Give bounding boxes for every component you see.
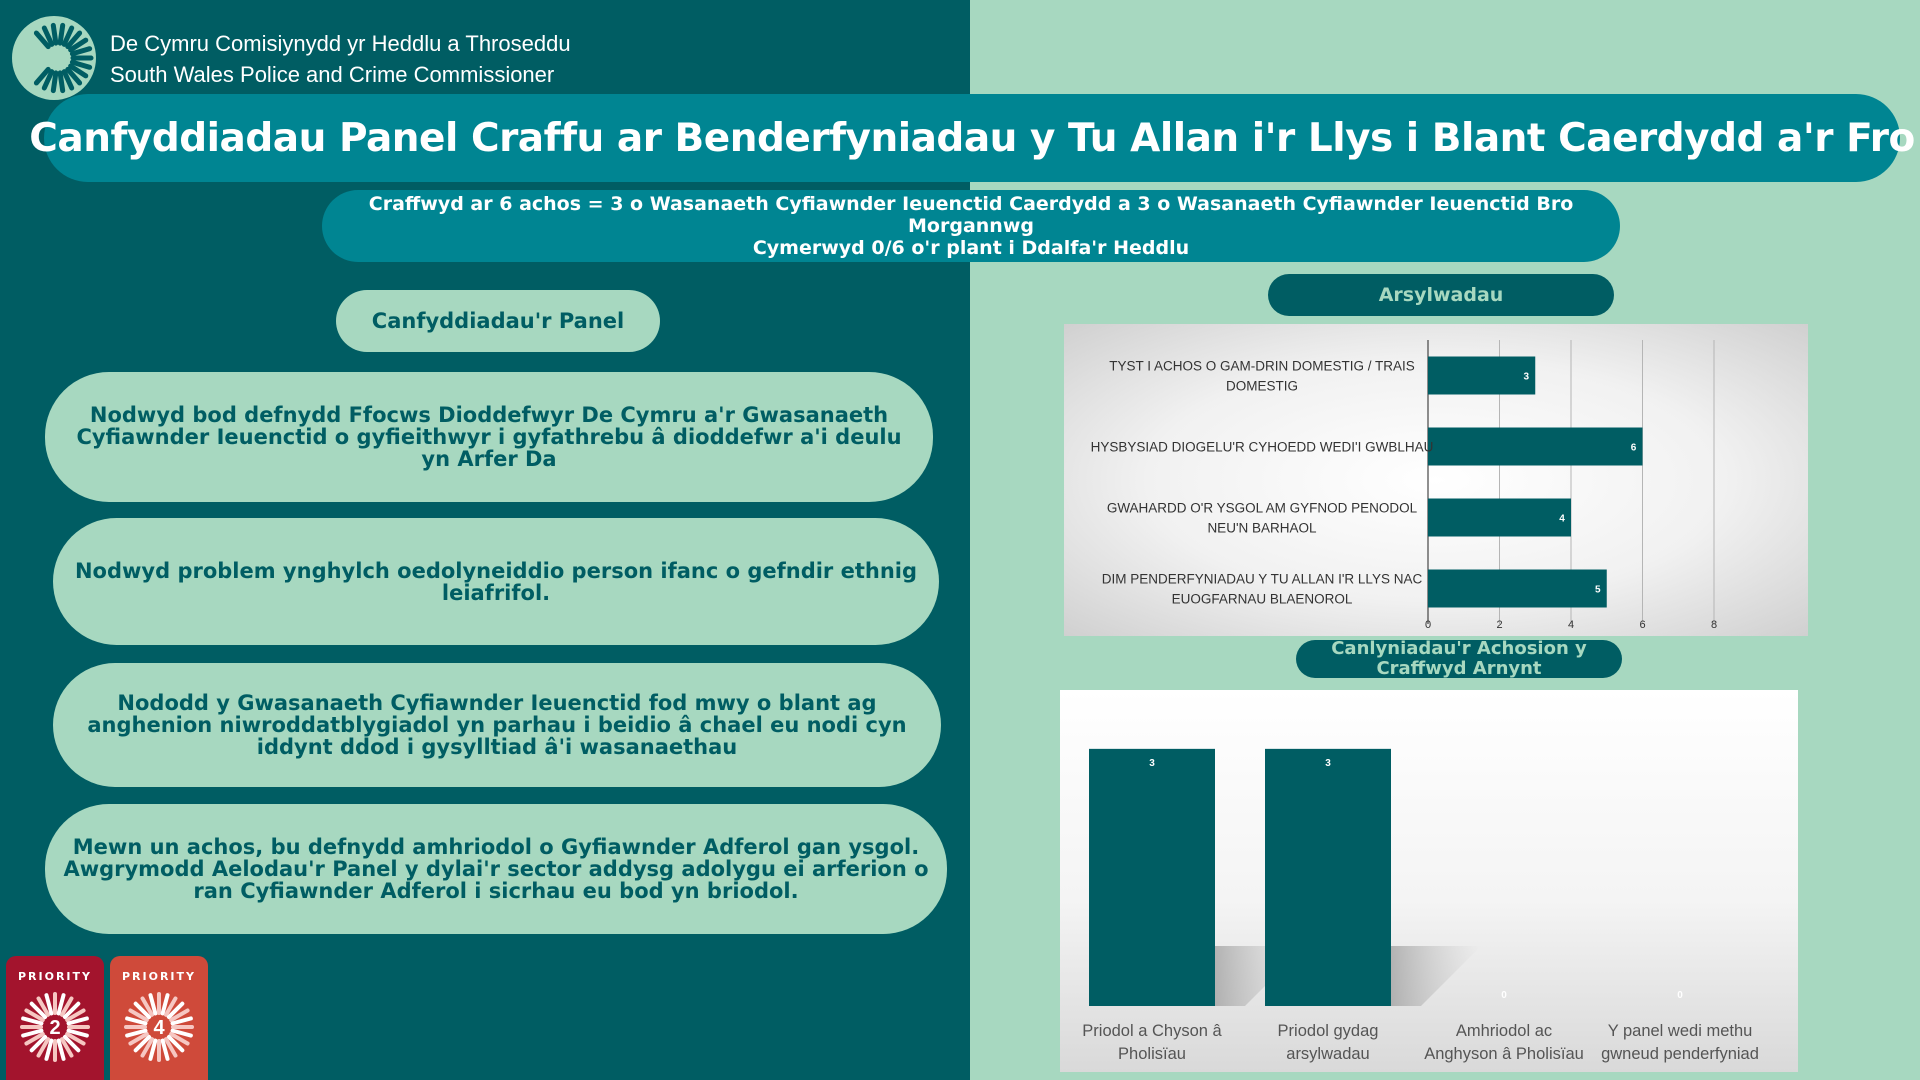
finding-card-3: Nododd y Gwasanaeth Cyfiawnder Ieuenctid fod mwy o blant ag anghenion niwroddatblygiadol yn parhau i beidio â chael eu nodi cyn iddynt ddod i gysylltiad â'i wasanaethau xyxy=(53,663,941,787)
priority-badge-label: PRIORITY xyxy=(121,970,196,983)
category-label: Amhriodol ac xyxy=(1455,1022,1553,1040)
summary-line-custody: Cymerwyd 0/6 o'r plant i Ddalfa'r Heddlu xyxy=(752,237,1190,259)
organisation-name xyxy=(110,28,571,90)
priority-badge-4 xyxy=(110,956,208,1080)
category-label: DIM PENDERFYNIADAU Y TU ALLAN I'R LLYS NAC xyxy=(1101,571,1423,587)
results-bar-chart xyxy=(1060,690,1798,1072)
bar-value-label: 6 xyxy=(1630,442,1637,454)
x-tick-label: 4 xyxy=(1567,619,1575,631)
findings-heading: Canfyddiadau'r Panel xyxy=(336,290,660,352)
category-label: Anghyson â Pholisïau xyxy=(1424,1045,1584,1063)
category-label: GWAHARDD O'R YSGOL AM GYFNOD PENODOL xyxy=(1106,500,1418,516)
bar-value-label: 4 xyxy=(1559,513,1565,525)
observations-heading: Arsylwadau xyxy=(1268,274,1614,316)
x-tick-label: 6 xyxy=(1639,619,1646,631)
category-label: TYST I ACHOS O GAM-DRIN DOMESTIG / TRAIS xyxy=(1109,358,1415,374)
page-title: Canfyddiadau Panel Craffu ar Benderfyniadau y Tu Allan i'r Llys i Blant Caerdydd a'r Fro xyxy=(44,94,1900,182)
x-tick-label: 2 xyxy=(1496,619,1503,631)
priority-badge-label: PRIORITY xyxy=(17,970,92,983)
bar xyxy=(1428,570,1607,608)
results-chart xyxy=(1060,690,1798,1072)
category-label: Priodol a Chyson â xyxy=(1082,1022,1222,1040)
bar xyxy=(1428,428,1643,466)
bar-value-label: 0 xyxy=(1501,990,1507,1001)
observations-chart xyxy=(1064,324,1808,636)
finding-card-4: Mewn un achos, bu defnydd amhriodol o Gyfiawnder Adferol gan ysgol. Awgrymodd Aelodau'r Panel y dylai'r sector addysg adolygu ei arferion o ran Cyfiawnder Adferol i sicrhau eu bod yn briodol. xyxy=(45,804,947,934)
bar-value-label: 5 xyxy=(1594,584,1601,596)
finding-card-2: Nodwyd problem ynghylch oedolyneiddio person ifanc o gefndir ethnig leiafrifol. xyxy=(53,518,939,645)
category-label: Y panel wedi methu xyxy=(1607,1022,1753,1040)
priority-number: 4 xyxy=(153,1017,165,1039)
sunburst-icon xyxy=(124,992,194,1062)
bar xyxy=(1089,749,1215,1006)
summary-banner xyxy=(322,190,1620,262)
bar-value-label: 3 xyxy=(1325,757,1331,769)
priority-badge-2 xyxy=(6,956,104,1080)
category-label: Priodol gydag xyxy=(1277,1022,1379,1040)
category-label: DOMESTIG xyxy=(1225,378,1299,394)
logo-mark-icon xyxy=(12,16,96,100)
category-label: HYSBYSIAD DIOGELU'R CYHOEDD WEDI'I GWBLHAU xyxy=(1090,439,1434,455)
org-name-english: South Wales Police and Crime Commissioner xyxy=(110,62,555,87)
bar xyxy=(1265,749,1391,1006)
sunburst-icon xyxy=(20,992,90,1062)
observations-bar-chart xyxy=(1064,324,1808,636)
x-tick-label: 8 xyxy=(1710,619,1718,631)
bar-shadow xyxy=(1391,946,1481,1006)
results-heading: Canlyniadau'r Achosion y Craffwyd Arnynt xyxy=(1296,640,1622,678)
category-label: arsylwadau xyxy=(1286,1045,1370,1063)
category-label: Pholisïau xyxy=(1118,1045,1186,1063)
bar-value-label: 0 xyxy=(1677,990,1683,1001)
finding-card-1: Nodwyd bod defnydd Ffocws Dioddefwyr De Cymru a'r Gwasanaeth Cyfiawnder Ieuenctid o gyfieithwyr i gyfathrebu â dioddefwr a'i deulu yn Arfer Da xyxy=(45,372,933,502)
org-name-welsh: De Cymru Comisiynydd yr Heddlu a Throseddu xyxy=(110,31,571,56)
commissioner-logo xyxy=(12,16,96,100)
bar-value-label: 3 xyxy=(1149,757,1155,769)
category-label: NEU'N BARHAOL xyxy=(1207,520,1317,536)
x-tick-label: 0 xyxy=(1424,619,1432,631)
category-label: gwneud penderfyniad xyxy=(1601,1045,1759,1063)
category-label: EUOGFARNAU BLAENOROL xyxy=(1171,591,1353,607)
bar xyxy=(1428,357,1535,395)
summary-line-cases: Craffwyd ar 6 achos = 3 o Wasanaeth Cyfiawnder Ieuenctid Caerdydd a 3 o Wasanaeth Cyfiawnder Ieuenctid Bro Morgannwg xyxy=(368,193,1574,237)
priority-number: 2 xyxy=(49,1017,61,1039)
bar xyxy=(1428,499,1571,537)
bar-value-label: 3 xyxy=(1523,371,1530,383)
